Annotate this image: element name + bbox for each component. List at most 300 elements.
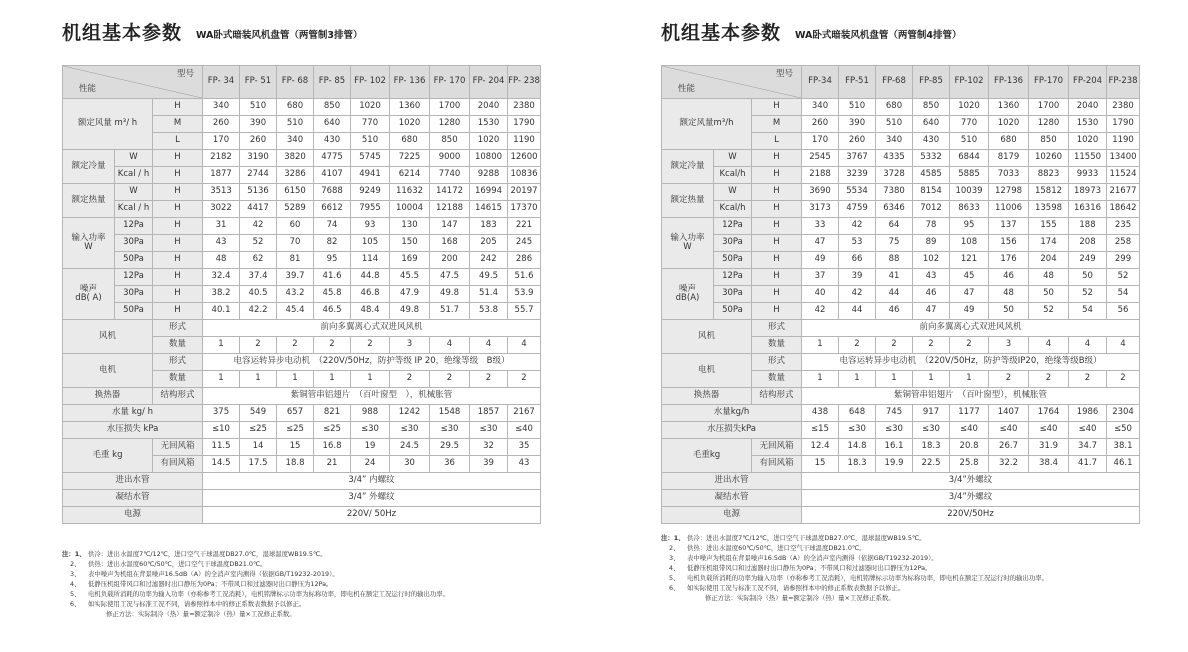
value-cell: 42: [240, 218, 277, 235]
value-cell: 169: [390, 252, 430, 269]
value-cell: 1: [277, 371, 314, 388]
table-row: [63, 167, 541, 184]
pressure-cell: 30Pa: [714, 286, 752, 303]
value-cell: 102: [913, 252, 950, 269]
water-flow-label: 水量kg/h: [662, 405, 802, 422]
value-cell: 31.9: [1029, 439, 1069, 456]
value-cell: 7225: [390, 150, 430, 167]
mode-cell: H: [752, 252, 802, 269]
airflow-label: 额定风量m³/h: [662, 99, 752, 150]
value-cell: 15: [277, 439, 314, 456]
value-cell: 7380: [876, 184, 913, 201]
value-cell: 43: [913, 269, 950, 286]
value-cell: 1877: [203, 167, 240, 184]
mode-cell: L: [153, 133, 203, 150]
note-line: [661, 573, 1048, 583]
value-cell: 81: [277, 252, 314, 269]
value-cell: 2: [950, 337, 989, 354]
weight-sub-label: 无回风箱: [153, 439, 203, 456]
table-row: [63, 150, 541, 167]
header-diagonal-cell: [662, 66, 802, 99]
model-header-cell: FP- 102: [351, 66, 390, 99]
value-cell: 44: [876, 286, 913, 303]
pressure-cell: 12Pa: [115, 218, 153, 235]
model-header-cell: FP- 136: [390, 66, 430, 99]
value-cell: 49.8: [430, 286, 470, 303]
table-row: [662, 354, 1140, 371]
value-cell: 82: [314, 235, 351, 252]
value-cell: 38.4: [1029, 456, 1069, 473]
model-header-cell: FP-85: [913, 66, 950, 99]
qty-label: 数量: [153, 337, 203, 354]
coil-label: 换热器: [662, 388, 752, 405]
pressure-cell: 30Pa: [714, 235, 752, 252]
note-number: 5、: [70, 590, 81, 598]
value-cell: 258: [1107, 235, 1140, 252]
value-cell: 66: [839, 252, 876, 269]
value-cell: 14.8: [839, 439, 876, 456]
value-cell: 26.7: [989, 439, 1029, 456]
value-cell: 3173: [802, 201, 839, 218]
value-cell: 11632: [390, 184, 430, 201]
value-cell: 48: [989, 286, 1029, 303]
note-number: 4、: [70, 580, 81, 588]
value-cell: 648: [839, 405, 876, 422]
value-cell: 55.7: [508, 303, 541, 320]
value-cell: 260: [240, 133, 277, 150]
table-row: [63, 252, 541, 269]
value-cell: 41.7: [1069, 456, 1107, 473]
value-cell: 1407: [989, 405, 1029, 422]
value-cell: 39: [470, 456, 508, 473]
value-cell: 235: [1107, 218, 1140, 235]
value-cell: 10836: [508, 167, 541, 184]
value-cell: 1: [203, 337, 240, 354]
pressure-cell: 30Pa: [115, 286, 153, 303]
value-cell: 170: [802, 133, 839, 150]
table-row: [63, 507, 541, 524]
table-row: [662, 252, 1140, 269]
value-cell: 2304: [1107, 405, 1140, 422]
value-cell: 850: [1029, 133, 1069, 150]
value-cell: 640: [913, 116, 950, 133]
table-row: [662, 99, 1140, 116]
value-cell: 1020: [390, 116, 430, 133]
value-cell: 1190: [508, 133, 541, 150]
heating-label: 额定热量: [662, 184, 714, 218]
value-cell: 174: [1029, 235, 1069, 252]
value-cell: 821: [314, 405, 351, 422]
value-cell: 12600: [508, 150, 541, 167]
mode-cell: H: [752, 303, 802, 320]
value-cell: 16.8: [314, 439, 351, 456]
value-cell: 48.4: [351, 303, 390, 320]
value-cell: 3190: [240, 150, 277, 167]
title-row: [62, 18, 540, 48]
value-cell: 50: [989, 303, 1029, 320]
value-cell: 10004: [390, 201, 430, 218]
model-header-cell: FP- 204: [470, 66, 508, 99]
table-row: [662, 167, 1140, 184]
power-unit: W: [84, 242, 93, 252]
value-cell: 10800: [470, 150, 508, 167]
value-cell: 260: [839, 133, 876, 150]
model-header-cell: FP-68: [876, 66, 913, 99]
table-row: [662, 218, 1140, 235]
value-cell: 299: [1107, 252, 1140, 269]
model-header-cell: FP- 51: [240, 66, 277, 99]
value-cell: 7033: [989, 167, 1029, 184]
coil-form-value: 紫铜管串铝翅片 （百叶窗型 ），机械胀管: [203, 388, 541, 405]
value-cell: 3286: [277, 167, 314, 184]
value-cell: 24.5: [390, 439, 430, 456]
value-cell: 88: [876, 252, 913, 269]
model-header-cell: FP- 170: [430, 66, 470, 99]
form-label: 形式: [752, 320, 802, 337]
cooling-label: 额定冷量: [63, 150, 115, 184]
inlet-value: 3/4”外螺纹: [802, 473, 1140, 490]
value-cell: 78: [913, 218, 950, 235]
value-cell: 4: [1029, 337, 1069, 354]
value-cell: 44: [839, 303, 876, 320]
pressure-cell: 50Pa: [714, 303, 752, 320]
value-cell: 11524: [1107, 167, 1140, 184]
mode-cell: H: [752, 286, 802, 303]
value-cell: 4775: [314, 150, 351, 167]
value-cell: 390: [839, 116, 876, 133]
value-cell: 51.7: [430, 303, 470, 320]
value-cell: 19: [351, 439, 390, 456]
value-cell: 52: [1029, 303, 1069, 320]
value-cell: 18.8: [277, 456, 314, 473]
table-row: [63, 388, 541, 405]
drain-value: 3/4” 外螺纹: [203, 490, 541, 507]
inlet-value: 3/4” 内螺纹: [203, 473, 541, 490]
value-cell: 121: [950, 252, 989, 269]
value-cell: 680: [390, 133, 430, 150]
value-cell: 850: [430, 133, 470, 150]
page-subtitle: WA卧式暗装风机盘管（两管制3排管）: [196, 30, 363, 41]
value-cell: 3239: [839, 167, 876, 184]
value-cell: 46.8: [351, 286, 390, 303]
power-label-cell: [662, 218, 714, 269]
water-flow-label: 水量 kg/ h: [63, 405, 203, 422]
table-row: [662, 388, 1140, 405]
drain-label: 凝结水管: [63, 490, 203, 507]
model-header: 型号: [177, 69, 195, 79]
table-row: [662, 405, 1140, 422]
value-cell: 46: [989, 269, 1029, 286]
value-cell: 170: [203, 133, 240, 150]
power-supply-label: 电源: [63, 507, 203, 524]
weight-label: 毛重kg: [662, 439, 752, 473]
inlet-label: 进出水管: [662, 473, 802, 490]
value-cell: 2: [913, 337, 950, 354]
value-cell: 53: [839, 235, 876, 252]
note-text: 如实际使用工况与标准工况不同，请参照样本中的修正系数表数据予以修正。: [88, 600, 306, 608]
note-text: 低静压机组带风口和过滤器时出口静压为0Pa；不带风口和过滤器时出口静压为12Pa。: [687, 564, 932, 572]
coil-label: 换热器: [63, 388, 153, 405]
note-line: [62, 579, 449, 589]
pressure-cell: 12Pa: [115, 269, 153, 286]
value-cell: 2744: [240, 167, 277, 184]
note-text: 修正方法：实际制冷（热）量=额定制冷（热）量×工况修正系数。: [106, 610, 296, 618]
mode-cell: M: [752, 116, 802, 133]
mode-cell: H: [752, 99, 802, 116]
value-cell: 43: [508, 456, 541, 473]
value-cell: 390: [240, 116, 277, 133]
value-cell: 2182: [203, 150, 240, 167]
value-cell: 11.5: [203, 439, 240, 456]
value-cell: 2: [390, 371, 430, 388]
model-header-cell: FP- 238: [508, 66, 541, 99]
value-cell: 1360: [390, 99, 430, 116]
value-cell: 7955: [351, 201, 390, 218]
power-supply-label: 电源: [662, 507, 802, 524]
value-cell: ≤30: [390, 422, 430, 439]
note-number: 2、: [669, 544, 680, 552]
unit-cell: W: [714, 150, 752, 167]
value-cell: 18.3: [913, 439, 950, 456]
value-cell: 430: [314, 133, 351, 150]
table-row: [63, 218, 541, 235]
note-text: 供冷：进出水温度7℃/12℃，进口空气干球温度DB27.0℃，湿球温度WB19.5℃。: [88, 550, 327, 558]
value-cell: 4: [470, 337, 508, 354]
value-cell: 89: [913, 235, 950, 252]
value-cell: 20.8: [950, 439, 989, 456]
value-cell: 4: [430, 337, 470, 354]
note-line: [62, 559, 449, 569]
value-cell: 2: [240, 337, 277, 354]
note-number: 5、: [669, 574, 680, 582]
mode-cell: H: [153, 167, 203, 184]
value-cell: 1020: [950, 99, 989, 116]
value-cell: 13400: [1107, 150, 1140, 167]
mode-cell: H: [153, 303, 203, 320]
value-cell: 9249: [351, 184, 390, 201]
value-cell: 48: [203, 252, 240, 269]
value-cell: 52: [240, 235, 277, 252]
drain-label: 凝结水管: [662, 490, 802, 507]
value-cell: 32.2: [989, 456, 1029, 473]
value-cell: 155: [1029, 218, 1069, 235]
value-cell: 5289: [277, 201, 314, 218]
cooling-label: 额定冷量: [662, 150, 714, 184]
fan-form-value: 前向多翼离心式双进风风机: [203, 320, 541, 337]
value-cell: 4335: [876, 150, 913, 167]
power-label: 输入功率: [71, 232, 106, 243]
value-cell: 48: [1029, 269, 1069, 286]
value-cell: 31: [203, 218, 240, 235]
value-cell: 47.9: [390, 286, 430, 303]
noise-unit: dB(A): [675, 293, 700, 303]
inlet-label: 进出水管: [63, 473, 203, 490]
table-row: [63, 439, 541, 456]
value-cell: ≤30: [876, 422, 913, 439]
value-cell: 42: [839, 218, 876, 235]
model-header-cell: FP-136: [989, 66, 1029, 99]
value-cell: 4107: [314, 167, 351, 184]
value-cell: 51.6: [508, 269, 541, 286]
value-cell: 130: [390, 218, 430, 235]
value-cell: 49: [950, 303, 989, 320]
value-cell: 16.1: [876, 439, 913, 456]
heating-label: 额定热量: [63, 184, 115, 218]
table-row: [662, 507, 1140, 524]
value-cell: 2: [314, 337, 351, 354]
value-cell: 24: [351, 456, 390, 473]
value-cell: 7012: [913, 201, 950, 218]
qty-label: 数量: [153, 371, 203, 388]
value-cell: 37: [802, 269, 839, 286]
value-cell: 39: [839, 269, 876, 286]
value-cell: 2: [470, 371, 508, 388]
notes: [62, 549, 449, 619]
value-cell: 14: [240, 439, 277, 456]
value-cell: 1: [839, 371, 876, 388]
noise-label: 噪声: [79, 283, 97, 294]
table-row: [63, 184, 541, 201]
value-cell: 12.4: [802, 439, 839, 456]
qty-label: 数量: [752, 337, 802, 354]
value-cell: 11550: [1069, 150, 1107, 167]
performance-header: 性能: [678, 83, 696, 94]
value-cell: 53.9: [508, 286, 541, 303]
table-row: [662, 439, 1140, 456]
value-cell: ≤25: [314, 422, 351, 439]
table-row: [63, 303, 541, 320]
value-cell: 95: [950, 218, 989, 235]
unit-cell: Kcal/h: [714, 201, 752, 218]
pressure-cell: 12Pa: [714, 218, 752, 235]
table-row: [63, 490, 541, 507]
table-row: [662, 422, 1140, 439]
value-cell: 1020: [989, 116, 1029, 133]
value-cell: 45: [950, 269, 989, 286]
value-cell: 3767: [839, 150, 876, 167]
value-cell: 49.8: [390, 303, 430, 320]
spec-table: [62, 65, 541, 524]
value-cell: 1: [351, 371, 390, 388]
value-cell: 40.1: [203, 303, 240, 320]
value-cell: 510: [839, 99, 876, 116]
value-cell: 25.8: [950, 456, 989, 473]
value-cell: 3: [390, 337, 430, 354]
value-cell: 147: [430, 218, 470, 235]
value-cell: 38.2: [203, 286, 240, 303]
value-cell: 1020: [470, 133, 508, 150]
value-cell: 53.8: [470, 303, 508, 320]
value-cell: 208: [1069, 235, 1107, 252]
header-diagonal-cell: [63, 66, 203, 99]
value-cell: 9933: [1069, 167, 1107, 184]
table-row: [63, 320, 541, 337]
table-row: [662, 303, 1140, 320]
form-label: 形式: [752, 354, 802, 371]
value-cell: 49.5: [470, 269, 508, 286]
table-row: [63, 354, 541, 371]
value-cell: 32: [470, 439, 508, 456]
value-cell: 12798: [989, 184, 1029, 201]
table-row: [662, 184, 1140, 201]
notes: [661, 533, 1048, 603]
value-cell: 10260: [1029, 150, 1069, 167]
note-text: 低静压机组带风口和过滤器时出口静压为0Pa；不带风口和过滤器时出口静压为12Pa。: [88, 580, 333, 588]
note-line: [661, 583, 1048, 593]
note-text: 电机负载所消耗的功率为输入功率（亦称参考工况消耗），电机铭牌标示功率为标称功率，即电机在额定工况运行时的输出功率。: [88, 590, 450, 598]
table-row: [662, 235, 1140, 252]
table-row: [662, 269, 1140, 286]
form-label: 结构形式: [153, 388, 203, 405]
note-line: [62, 549, 449, 559]
value-cell: 1530: [470, 116, 508, 133]
value-cell: 95: [314, 252, 351, 269]
table-row: [662, 286, 1140, 303]
value-cell: 2188: [802, 167, 839, 184]
value-cell: 4: [508, 337, 541, 354]
value-cell: 13598: [1029, 201, 1069, 218]
power-supply-value: 220V/50Hz: [802, 507, 1140, 524]
header-diagonal: [63, 66, 202, 98]
value-cell: 188: [1069, 218, 1107, 235]
value-cell: 680: [876, 99, 913, 116]
table-row: [63, 286, 541, 303]
value-cell: 3820: [277, 150, 314, 167]
value-cell: 35: [508, 439, 541, 456]
model-header: 型号: [776, 69, 794, 79]
value-cell: 7740: [430, 167, 470, 184]
value-cell: 5745: [351, 150, 390, 167]
mode-cell: H: [153, 235, 203, 252]
coil-form-value: 紫铜管串铝翅片 （百叶窗型），机械胀管: [802, 388, 1140, 405]
value-cell: 176: [989, 252, 1029, 269]
value-cell: 375: [203, 405, 240, 422]
note-line: [62, 609, 449, 619]
value-cell: 114: [351, 252, 390, 269]
value-cell: 2: [1107, 371, 1140, 388]
value-cell: 340: [802, 99, 839, 116]
value-cell: 45.4: [277, 303, 314, 320]
note-number: 注：1、: [661, 534, 685, 542]
weight-sub-label: 有回风箱: [752, 456, 802, 473]
note-text: 供热：进出水温度60℃/50℃，进口空气干球温度DB21.0℃。: [88, 560, 267, 568]
value-cell: 1360: [989, 99, 1029, 116]
value-cell: 2545: [802, 150, 839, 167]
value-cell: 46.1: [1107, 456, 1140, 473]
table-row: [63, 99, 541, 116]
performance-header: 性能: [79, 83, 97, 94]
note-line: [661, 563, 1048, 573]
value-cell: 204: [1029, 252, 1069, 269]
value-cell: 15: [802, 456, 839, 473]
value-cell: 56: [1107, 303, 1140, 320]
unit-cell: Kcal / h: [115, 167, 153, 184]
value-cell: 3690: [802, 184, 839, 201]
value-cell: 75: [876, 235, 913, 252]
value-cell: ≤50: [1107, 422, 1140, 439]
value-cell: 510: [950, 133, 989, 150]
value-cell: ≤40: [1069, 422, 1107, 439]
model-header-cell: FP-170: [1029, 66, 1069, 99]
water-loss-label: 水压损失 kPa: [63, 422, 203, 439]
unit-cell: W: [115, 150, 153, 167]
value-cell: ≤40: [989, 422, 1029, 439]
pressure-cell: 12Pa: [714, 269, 752, 286]
page-title: 机组基本参数: [62, 22, 183, 44]
value-cell: 1530: [1069, 116, 1107, 133]
motor-label: 电机: [662, 354, 752, 388]
value-cell: 5332: [913, 150, 950, 167]
